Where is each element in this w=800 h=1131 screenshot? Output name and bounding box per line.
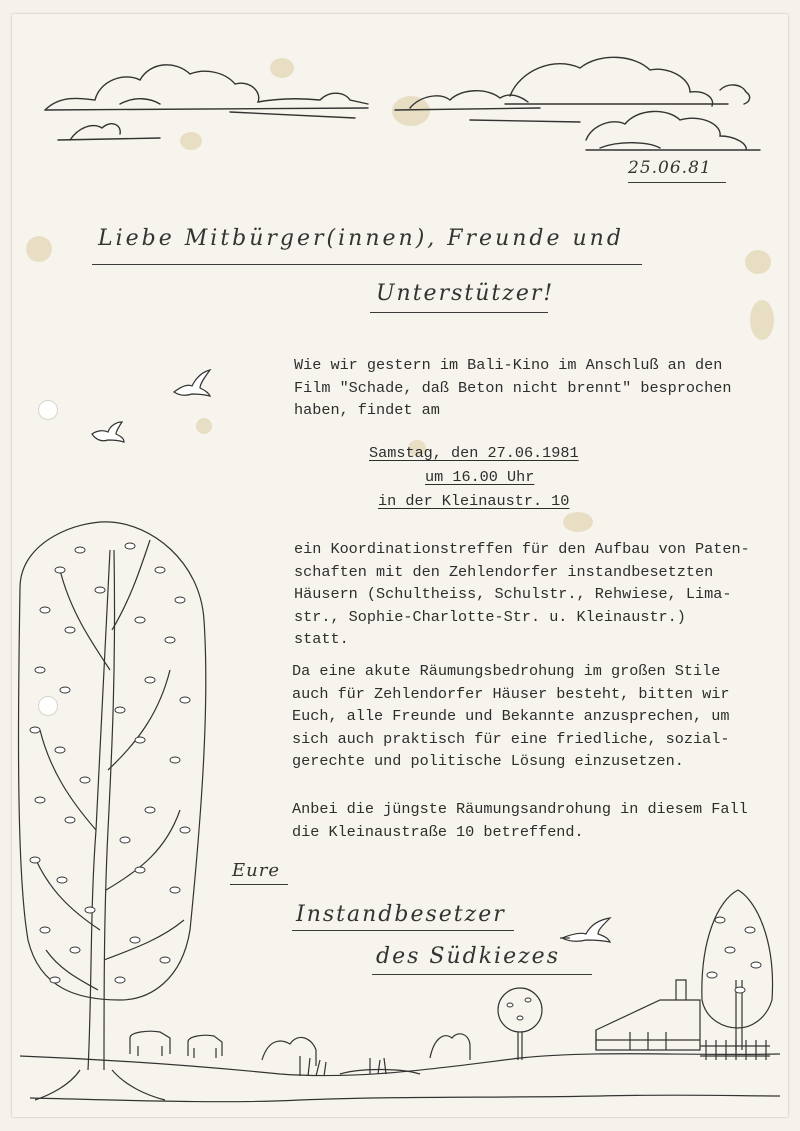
intro-paragraph: Wie wir gestern im Bali-Kino im Anschluß an den Film "Schade, daß Beton nicht brennt" besprochen haben, findet am <box>294 356 732 419</box>
signature-line-1: Instandbesetzer <box>296 902 506 927</box>
paper-stain <box>26 236 52 262</box>
punch-hole <box>38 400 58 420</box>
paper-stain <box>745 250 771 274</box>
event-date: Samstag, den 27.06.1981 <box>369 444 579 462</box>
letter-date: 25.06.81 <box>628 158 712 178</box>
event-place: in der Kleinaustr. 10 <box>378 492 570 510</box>
signature-line-2: des Südkiezes <box>376 944 560 969</box>
greeting-line-1: Liebe Mitbürger(innen), Freunde und <box>98 226 624 251</box>
paper-stain <box>196 418 212 434</box>
bird-illustration <box>88 418 128 448</box>
clouds-drawing <box>0 0 800 180</box>
greeting-rule-2 <box>370 312 548 313</box>
landscape-illustration <box>0 860 800 1120</box>
closing: Eure <box>232 860 280 881</box>
body-paragraph-1: ein Koordinationstreffen für den Aufbau von Paten- schaften mit den Zehlendorfer instandbesetzten Häusern (Schultheiss, Schulstr., Rehwiese, Lima- str., Sophie-Charlotte-Str. u. Kleinaustr.) statt. <box>294 540 750 648</box>
bird-illustration <box>170 368 214 402</box>
date-rule <box>628 182 726 183</box>
greeting-line-2: Unterstützer! <box>376 281 555 306</box>
event-time: um 16.00 Uhr <box>425 468 535 486</box>
greeting-rule-1 <box>92 264 642 265</box>
body-paragraph-3: Anbei die jüngste Räumungsandrohung in diesem Fall die Kleinaustraße 10 betreffend. <box>292 800 748 841</box>
paper-stain <box>563 512 593 532</box>
body-paragraph-2: Da eine akute Räumungsbedrohung im großen Stile auch für Zehlendorfer Häuser besteht, bitten wir Euch, alle Freunde und Bekannte anzusprechen, um sich auch praktisch für eine friedliche, sozial- gerechte und politische Lösung einzusetzen. <box>292 662 730 770</box>
paper-stain <box>750 300 774 340</box>
